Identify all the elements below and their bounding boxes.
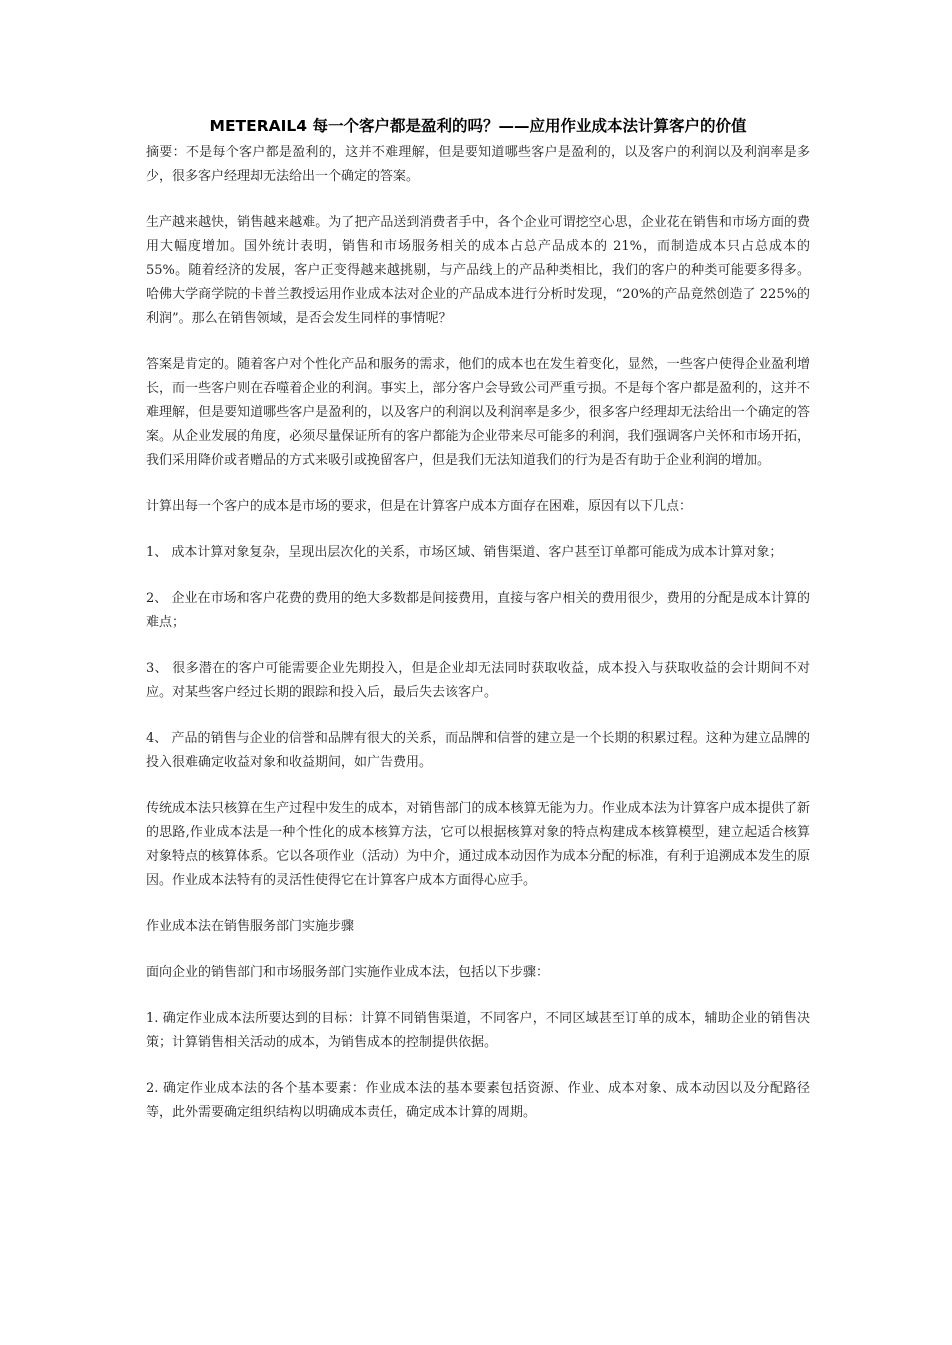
list-item: 1. 确定作业成本法所要达到的目标：计算不同销售渠道，不同客户，不同区域甚至订单的成本，辅助企业的销售决策；计算销售相关活动的成本，为销售成本的控制提供依据。 [146,1011,810,1050]
body-paragraph: 答案是肯定的。随着客户对个性化产品和服务的需求，他们的成本也在发生着变化，显然，一些客户使得企业盈利增长，而一些客户则在吞噬着企业的利润。事实上，部分客户会导致公司严重亏损。不是每个客户都是盈利的，这并不难理解，但是要知道哪些客户是盈利的，以及客户的利润以及利润率是多少，很多客户经理却无法给出一个确定的答案。从企业发展的角度，必须尽量保证所有的客户都能为企业带来尽可能多的利润，我们强调客户关怀和市场开拓，我们采用降价或者赠品的方式来吸引或挽留客户，但是我们无法知道我们的行为是否有助于企业利润的增加。 [146,357,810,468]
list-item: 2. 确定作业成本法的各个基本要素：作业成本法的基本要素包括资源、作业、成本对象、成本动因以及分配路径等，此外需要确定组织结构以明确成本责任，确定成本计算的周期。 [146,1081,810,1120]
document-body [146,141,810,1147]
section-heading: 作业成本法在销售服务部门实施步骤 [146,919,355,934]
list-item: 4、 产品的销售与企业的信誉和品牌有很大的关系，而品牌和信誉的建立是一个长期的积累过程。这种为建立品牌的投入很难确定收益对象和收益期间，如广告费用。 [146,731,810,770]
body-paragraph: 面向企业的销售部门和市场服务部门实施作业成本法，包括以下步骤： [146,965,550,980]
list-item: 1、 成本计算对象复杂，呈现出层次化的关系，市场区域、销售渠道、客户甚至订单都可能成为成本计算对象； [146,545,783,560]
body-paragraph: 传统成本法只核算在生产过程中发生的成本，对销售部门的成本核算无能为力。作业成本法为计算客户成本提供了新的思路,作业成本法是一种个性化的成本核算方法，它可以根据核算对象的特点构建成本核算模型，建立起适合核算对象特点的核算体系。它以各项作业（活动）为中介，通过成本动因作为成本分配的标准，有利于追溯成本发生的原因。作业成本法特有的灵活性使得它在计算客户成本方面得心应手。 [146,801,810,888]
list-item: 3、 很多潜在的客户可能需要企业先期投入，但是企业却无法同时获取收益，成本投入与获取收益的会计期间不对应。对某些客户经过长期的跟踪和投入后，最后失去该客户。 [146,661,810,700]
abstract-paragraph: 摘要：不是每个客户都是盈利的，这并不难理解，但是要知道哪些客户是盈利的，以及客户的利润以及利润率是多少，很多客户经理却无法给出一个确定的答案。 [146,145,810,184]
document-title: METERAIL4 每一个客户都是盈利的吗？——应用作业成本法计算客户的价值 [209,117,747,135]
list-item: 2、 企业在市场和客户花费的费用的绝大多数都是间接费用，直接与客户相关的费用很少，费用的分配是成本计算的难点； [146,591,810,630]
body-paragraph: 计算出每一个客户的成本是市场的要求，但是在计算客户成本方面存在困难，原因有以下几点： [146,499,693,514]
body-paragraph: 生产越来越快，销售越来越难。为了把产品送到消费者手中，各个企业可谓挖空心思，企业花在销售和市场方面的费用大幅度增加。国外统计表明，销售和市场服务相关的成本占总产品成本的 21%，而制造成本只占总成本的 55%。随着经济的发展，客户正变得越来越挑剔，与产品线上的产品种类相比，我们的客户的种类可能要多得多。哈佛大学商学院的卡普兰教授运用作业成本法对企业的产品成本进行分析时发现，“20%的产品竟然创造了 225%的利润”。那么在销售领域，是否会发生同样的事情呢？ [146,215,810,326]
